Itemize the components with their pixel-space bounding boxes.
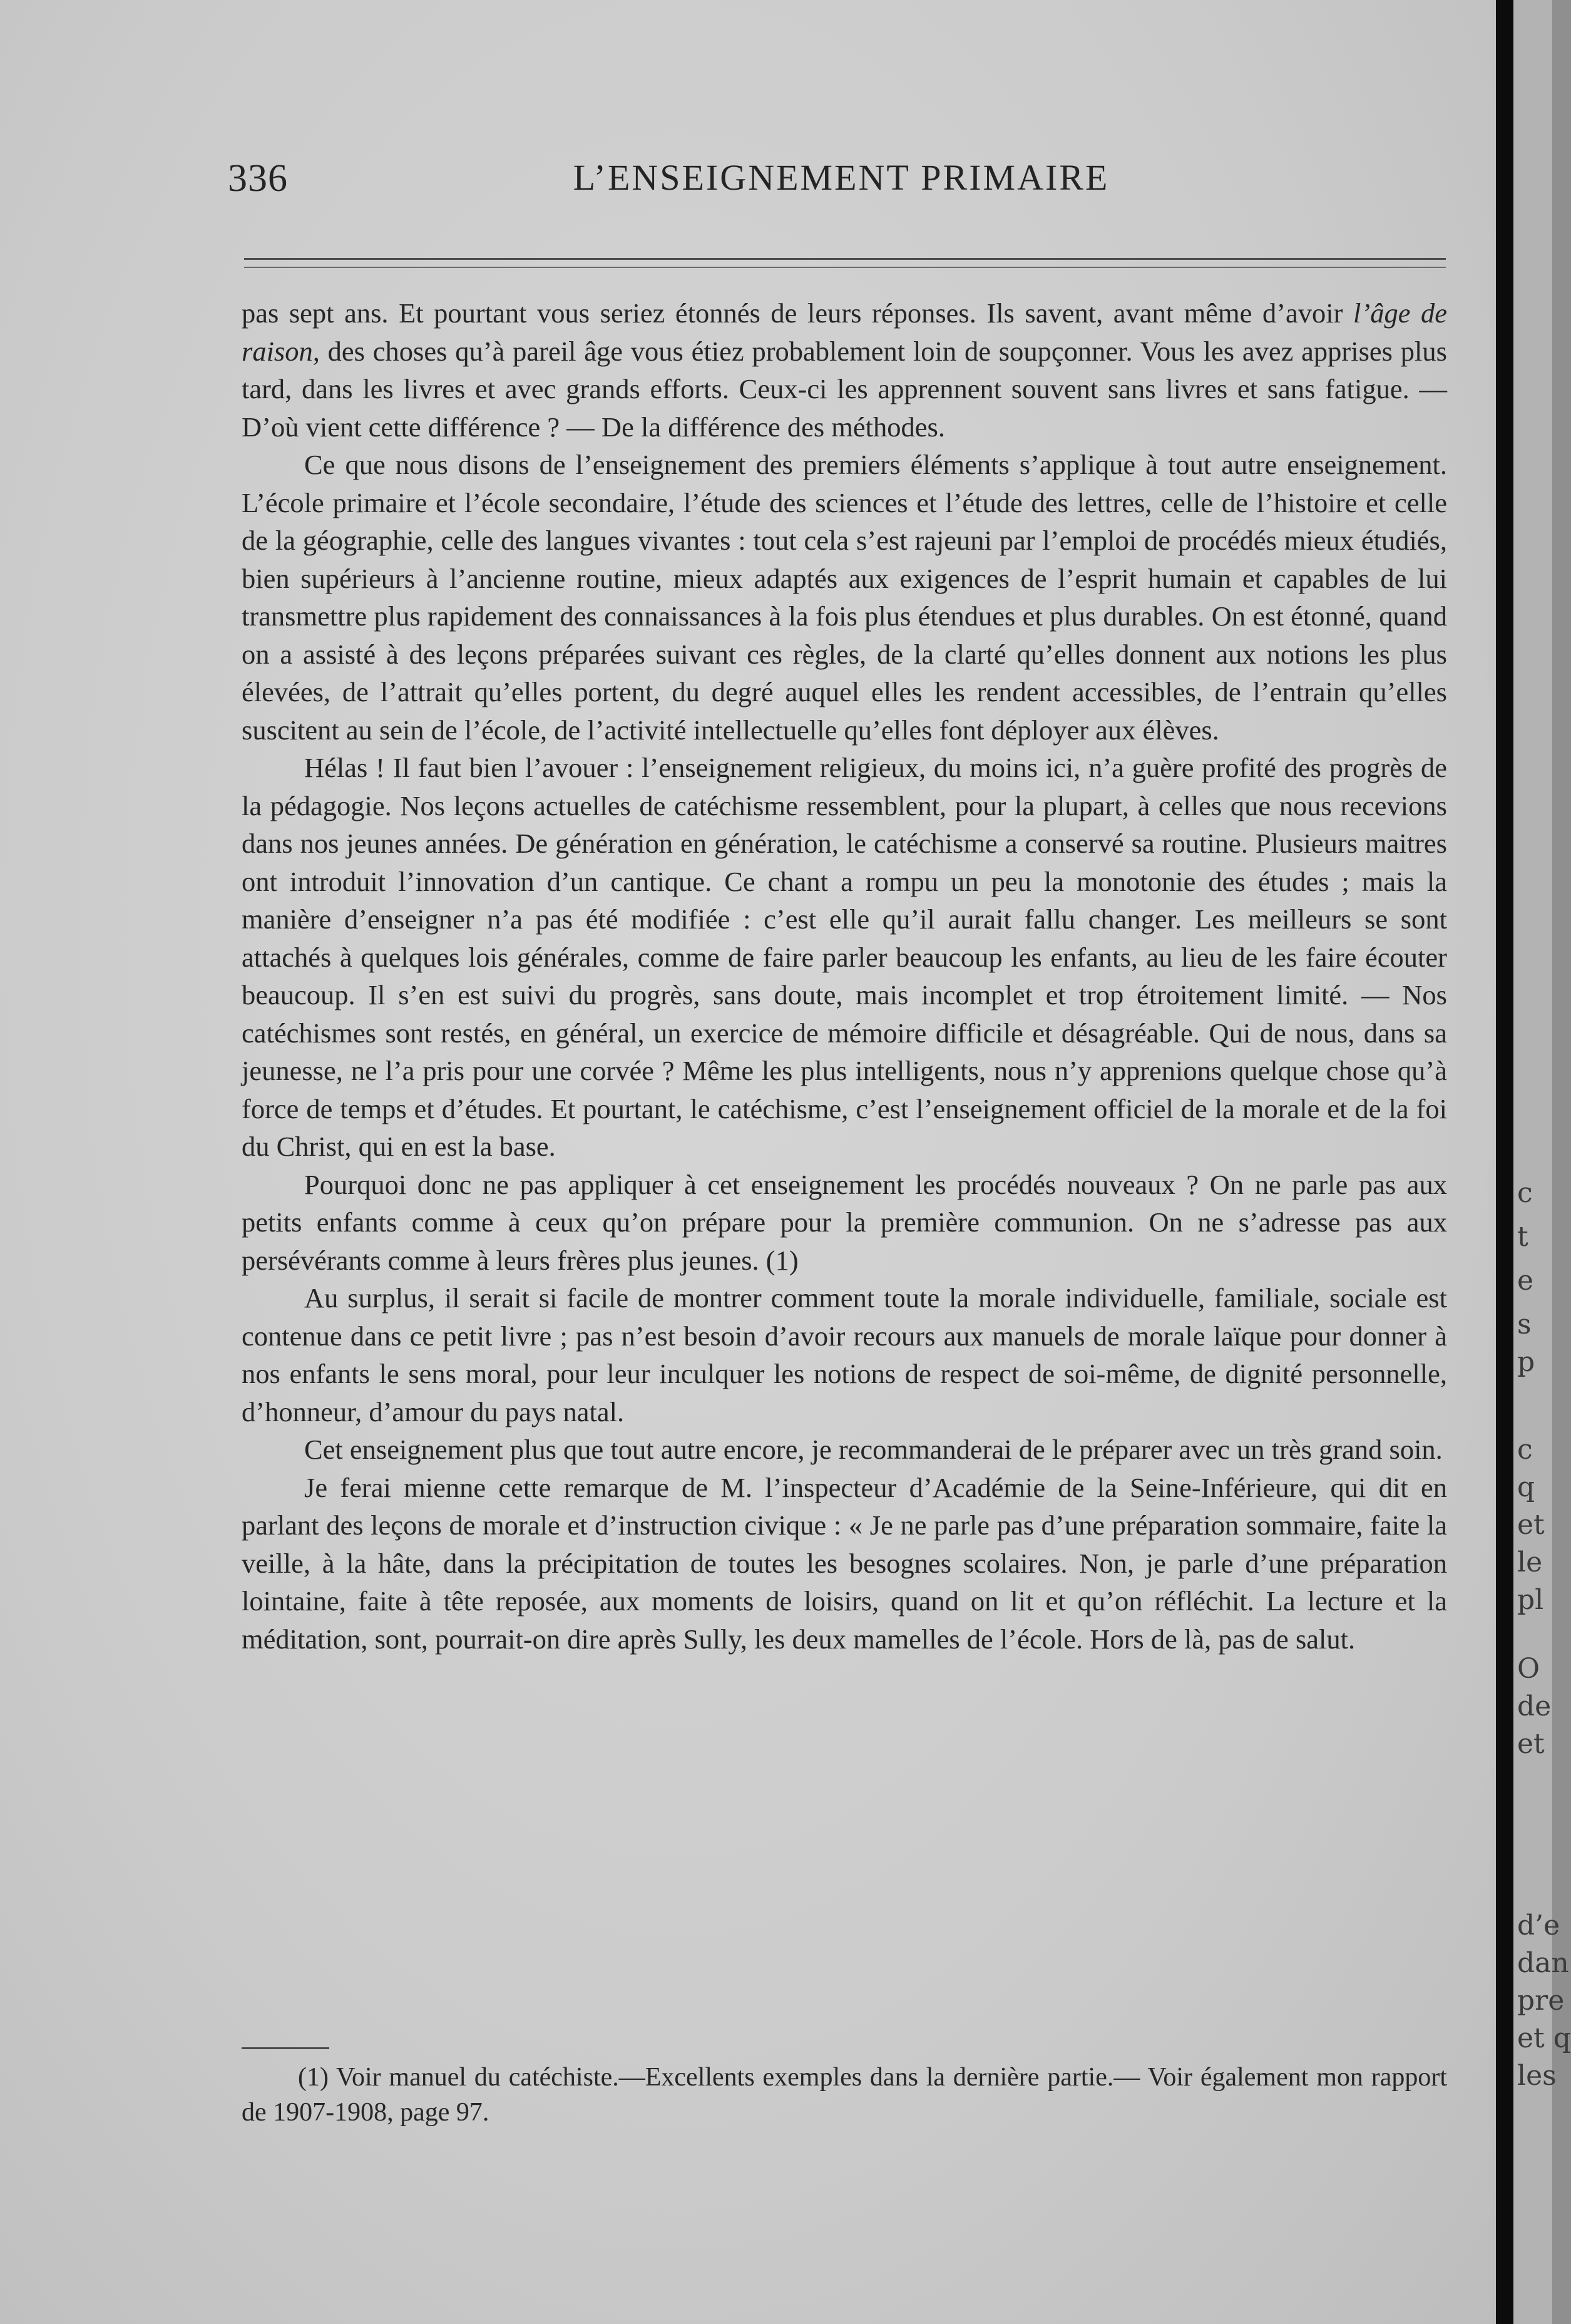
paragraph-1-start: pas sept ans. Et pourtant vous seriez étonnés de leurs réponses. Ils savent, avant même d’avoir xyxy=(242,297,1354,329)
adjacent-page-fragment: c xyxy=(1517,1177,1533,1209)
footnote xyxy=(242,2060,1447,2130)
adjacent-page-edge xyxy=(1513,0,1571,2324)
adjacent-page-fragment: de xyxy=(1517,1690,1552,1722)
page-header xyxy=(228,157,1455,213)
adjacent-page-fragment: et xyxy=(1517,1509,1545,1541)
paragraph-1-rest: des choses qu’à pareil âge vous étiez probablement loin de soupçonner. Vous les avez apprises plus tard, dans les livres et avec grands efforts. Ceux-ci les apprennent souvent sans livres et sans fatigue. — D’où vient cette différence ? — De la différence des méthodes. xyxy=(242,335,1447,443)
page-number: 336 xyxy=(228,157,288,200)
adjacent-page-fragment: d’e xyxy=(1517,1910,1560,1941)
adjacent-page-fragment: dan xyxy=(1517,1947,1569,1979)
adjacent-page-fragment: p xyxy=(1517,1346,1535,1378)
footnote-text: (1) Voir manuel du catéchiste.—Excellents exemples dans la dernière partie.— Voir également mon rapport de 1907-1908, page 97. xyxy=(242,2063,1447,2127)
body-text xyxy=(242,294,1447,1658)
adjacent-page-fragment: O xyxy=(1517,1653,1540,1685)
adjacent-page-fragment: le xyxy=(1517,1546,1543,1578)
adjacent-page-fragment: q xyxy=(1517,1471,1535,1503)
paragraph-1-italic: l’âge de raison, xyxy=(242,297,1447,367)
adjacent-page-fragment: les xyxy=(1517,2060,1557,2092)
adjacent-page-fragment: t xyxy=(1517,1221,1528,1253)
book-binding xyxy=(1496,0,1513,2324)
header-rule-secondary xyxy=(244,267,1446,268)
footnote-rule xyxy=(242,2047,329,2049)
paragraph-2: Ce que nous disons de l’enseignement des premiers éléments s’applique à tout autre enseignement. L’école primaire et l’école secondaire, l’étude des sciences et l’étude des lettres, celle de l’histoire et celle de la géographie, celle des langues vivantes : tout cela s’est rajeuni par l’emploi de procédés mieux étudiés, bien supérieurs à l’ancienne routine, mieux adaptés aux exigences de l’esprit humain et capables de lui transmettre plus rapidement des connaissances à la fois plus étendues et plus durables. On est étonné, quand on a assisté à des leçons préparées suivant ces règles, de la clarté qu’elles donnent aux notions les plus élevées, de l’attrait qu’elles portent, du degré auquel elles les rendent accessibles, de l’entrain qu’elles suscitent au sein de l’école, de l’activité intellectuelle qu’elles font déployer aux élèves. xyxy=(242,449,1447,746)
paragraph-7: Je ferai mienne cette remarque de M. l’inspecteur d’Académie de la Seine-Inférieure, qui dit en parlant des leçons de morale et d’instruction civique : « Je ne parle pas d’une préparation sommaire, faite la veille, à la hâte, dans la précipitation de toutes les besognes scolaires. Non, je parle d’une préparation lointaine, faite à tête reposée, aux moments de loisirs, quand on lit et qu’on réfléchit. La lecture et la méditation, sont, pourrait-on dire après Sully, les deux mamelles de l’école. Hors de là, pas de salut. xyxy=(242,1471,1447,1655)
adjacent-page-fragment: pl xyxy=(1517,1584,1544,1616)
paragraph-5: Au surplus, il serait si facile de montrer comment toute la morale individuelle, familiale, sociale est contenue dans ce petit livre ; pas n’est besoin d’avoir recours aux manuels de morale laïque pour donner à nos enfants le sens moral, pour leur inculquer les notions de respect de soi-même, de dignité personnelle, d’honneur, d’amour du pays natal. xyxy=(242,1282,1447,1427)
adjacent-page-fragment: et xyxy=(1517,1728,1545,1760)
adjacent-page-fragment: et q xyxy=(1517,2022,1571,2054)
adjacent-page-fragment: e xyxy=(1517,1265,1534,1297)
adjacent-page-fragment: pre xyxy=(1517,1985,1565,2017)
adjacent-page-fragment: c xyxy=(1517,1434,1533,1466)
header-rule xyxy=(244,258,1446,260)
paragraph-6: Cet enseignement plus que tout autre encore, je recommanderai de le préparer avec un très grand soin. xyxy=(304,1434,1443,1465)
paragraph-3: Hélas ! Il faut bien l’avouer : l’enseignement religieux, du moins ici, n’a guère profité des progrès de la pédagogie. Nos leçons actuelles de catéchisme ressemblent, pour la plupart, à celles que nous recevions dans nos jeunes années. De génération en génération, le catéchisme a conservé sa routine. Plusieurs maitres ont introduit l’innovation d’un cantique. Ce chant a rompu un peu la monotonie des études ; mais la manière d’enseigner n’a pas été modifiée : c’est elle qu’il aurait fallu changer. Les meilleurs se sont attachés à quelques lois générales, comme de faire parler beaucoup les enfants, au lieu de les faire écouter beaucoup. Il s’en est suivi du progrès, sans doute, mais incomplet et trop étroitement limité. — Nos catéchismes sont restés, en général, un exercice de mémoire difficile et désagréable. Qui de nous, dans sa jeunesse, ne l’a pris pour une corvée ? Même les plus intelligents, nous n’y apprenions quelque chose qu’à force de temps et d’études. Et pourtant, le catéchisme, c’est l’enseignement officiel de la morale et de la foi du Christ, qui en est la base. xyxy=(242,752,1447,1162)
running-title: L’ENSEIGNEMENT PRIMAIRE xyxy=(573,157,1110,198)
paragraph-1 xyxy=(242,294,1447,446)
adjacent-page-fragment: s xyxy=(1517,1309,1532,1340)
paragraph-4: Pourquoi donc ne pas appliquer à cet enseignement les procédés nouveaux ? On ne parle pas aux petits enfants comme à ceux qu’on prépare pour la première communion. On ne s’adresse pas aux persévérants comme à leurs frères plus jeunes. (1) xyxy=(242,1168,1447,1276)
